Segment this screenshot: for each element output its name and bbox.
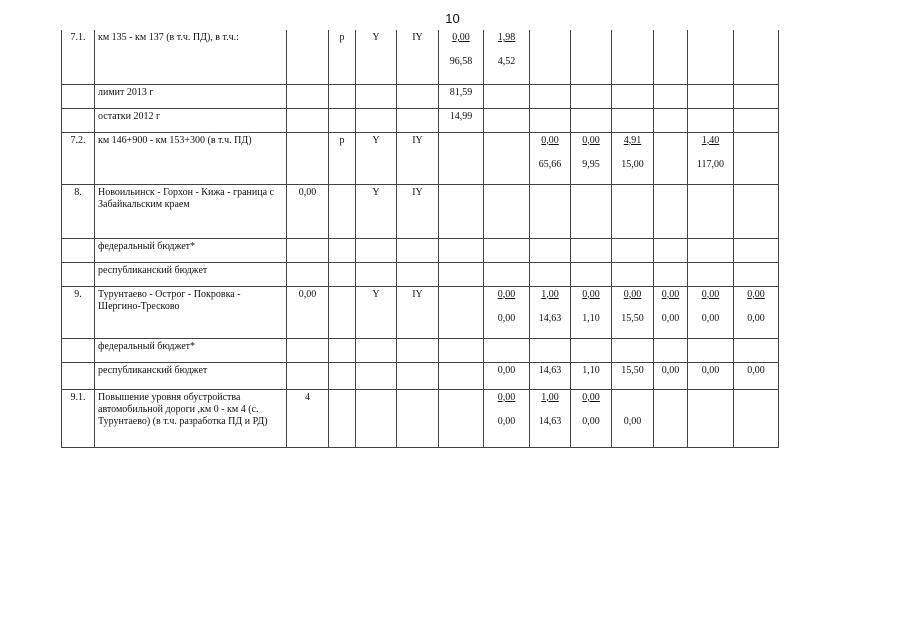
cell-category: Y [356,286,397,338]
cell-value [612,238,654,262]
cell-value [688,132,734,184]
cell-value-text: 0,00 [497,391,516,403]
cell-value [688,108,734,132]
cell-class [397,338,439,362]
cell-value [612,30,654,84]
row-number [62,84,95,108]
cell-value-text: 14,63 [538,312,562,324]
cell-value [654,108,688,132]
cell-value-text: 0,00 [661,288,680,300]
cell-class: IY [397,132,439,184]
cell-value [654,238,688,262]
cell-value [484,184,530,238]
row-name: федеральный бюджет* [95,238,287,262]
cell-value-text: 0,00 [497,288,516,300]
cell-class [397,238,439,262]
cell-amount: 0,00 [287,286,329,338]
cell-value [734,184,779,238]
cell-amount [287,338,329,362]
table-row [62,238,779,262]
table-row [62,84,779,108]
cell-category [356,362,397,389]
cell-value [530,184,571,238]
cell-value-text: 1,00 [541,288,559,300]
cell-value-text: 0,00 [582,134,600,146]
cell-value [612,338,654,362]
cell-amount [287,132,329,184]
cell-value-text: 1,40 [701,134,720,146]
row-number: 7.2. [62,132,95,184]
cell-value [654,338,688,362]
cell-value [530,84,571,108]
table-row [62,362,779,389]
cell-value [439,238,484,262]
cell-value-text: 0,00 [747,288,765,300]
row-number: 8. [62,184,95,238]
row-name: лимит 2013 г [95,84,287,108]
cell-value [439,389,484,447]
cell-amount: 4 [287,389,329,447]
cell-value-text: 4,91 [623,134,642,146]
cell-value [612,389,654,447]
cell-value-text: 0,00 [661,364,680,376]
cell-value-text: 0,00 [701,312,720,324]
cell-value [734,132,779,184]
cell-value-text: 4,52 [497,56,516,67]
cell-value [530,132,571,184]
cell-value [530,286,571,338]
cell-value-text: 14,63 [538,364,562,376]
cell-category [356,338,397,362]
cell-value [530,389,571,447]
row-name: Повышение уровня обустройства автомобильной дороги ,км 0 - км 4 (с. Турунтаево) (в т.ч. разработка ПД и РД) [95,389,287,447]
cell-value [654,184,688,238]
cell-value [571,108,612,132]
cell-value [484,238,530,262]
cell-value [439,30,484,84]
cell-type [329,362,356,389]
cell-amount [287,84,329,108]
table-row [62,338,779,362]
cell-type [329,84,356,108]
cell-value-text: 0,00 [701,288,720,300]
row-name: федеральный бюджет* [95,338,287,362]
cell-value [571,262,612,286]
cell-value-text: 1,98 [497,32,516,43]
cell-value [612,362,654,389]
cell-value [439,362,484,389]
cell-value [654,389,688,447]
page-number: 10 [445,11,460,26]
cell-value [612,286,654,338]
cell-value [439,286,484,338]
cell-value [654,132,688,184]
cell-value [612,184,654,238]
cell-value [571,184,612,238]
cell-value [484,338,530,362]
cell-value [734,238,779,262]
row-number [62,362,95,389]
cell-value [688,389,734,447]
cell-amount [287,30,329,84]
cell-value-text: 65,66 [538,158,562,170]
row-name: км 146+900 - км 153+300 (в т.ч. ПД) [95,132,287,184]
row-name: км 135 - км 137 (в т.ч. ПД), в т.ч.: [95,30,287,84]
cell-value-text: 0,00 [747,312,765,324]
cell-type [329,262,356,286]
cell-amount [287,238,329,262]
cell-value [439,84,484,108]
cell-value [688,286,734,338]
cell-value [530,262,571,286]
cell-category: Y [356,30,397,84]
cell-value-text: 0,00 [452,32,470,43]
cell-value [484,362,530,389]
cell-value-text: 1,00 [541,391,559,403]
cell-value [734,362,779,389]
cell-value [530,108,571,132]
cell-value [530,338,571,362]
cell-value-text: 0,00 [701,364,720,376]
cell-value-text: 15,00 [621,158,644,170]
cell-value-text: 15,50 [621,312,644,324]
table-row [62,389,779,447]
cell-value [654,262,688,286]
cell-category: Y [356,184,397,238]
cell-type: р [329,132,356,184]
row-number [62,262,95,286]
cell-amount [287,262,329,286]
cell-value-text: 0,00 [623,288,642,300]
cell-value [530,30,571,84]
row-number [62,108,95,132]
row-name: остатки 2012 г [95,108,287,132]
cell-amount [287,362,329,389]
cell-value [612,262,654,286]
cell-value [612,132,654,184]
cell-category: Y [356,132,397,184]
table-row [62,286,779,338]
cell-value-text: 0,00 [623,415,642,427]
cell-value [484,132,530,184]
cell-value [612,84,654,108]
cell-class: IY [397,184,439,238]
cell-value-text: 1,10 [582,364,600,376]
cell-value-text: 1,10 [582,312,600,324]
cell-value [688,362,734,389]
cell-value [571,30,612,84]
cell-value-text: 14,99 [449,110,473,122]
cell-value-text: 9,95 [582,158,600,170]
cell-class: IY [397,286,439,338]
cell-value-text: 0,00 [747,364,765,376]
cell-class [397,84,439,108]
cell-amount [287,108,329,132]
cell-value [734,389,779,447]
cell-value-text: 0,00 [582,288,600,300]
table-row [62,262,779,286]
cell-value [439,184,484,238]
cell-value [439,338,484,362]
cell-category [356,389,397,447]
cell-type [329,338,356,362]
cell-value [571,84,612,108]
cell-value [654,84,688,108]
road-program-table [61,30,779,448]
cell-value [439,262,484,286]
cell-value [734,286,779,338]
cell-value [439,108,484,132]
cell-value [688,84,734,108]
row-name: Турунтаево - Острог - Покровка - Шергино-Тресково [95,286,287,338]
cell-value-text: 117,00 [696,158,725,170]
cell-category [356,262,397,286]
cell-category [356,238,397,262]
cell-value-text: 0,00 [497,364,516,376]
row-name: Новоильинск - Горхон - Кижа - граница с Забайкальским краем [95,184,287,238]
cell-value [688,184,734,238]
cell-type: р [329,30,356,84]
cell-value [571,362,612,389]
table-row [62,132,779,184]
cell-value-text: 14,63 [538,415,562,427]
row-number [62,238,95,262]
row-number [62,338,95,362]
cell-value [439,132,484,184]
row-name: республиканский бюджет [95,362,287,389]
cell-value [530,362,571,389]
cell-type [329,286,356,338]
row-name: республиканский бюджет [95,262,287,286]
cell-value-text: 15,50 [621,364,644,376]
cell-value [484,389,530,447]
cell-type [329,238,356,262]
cell-value [654,362,688,389]
cell-value [688,262,734,286]
cell-category [356,84,397,108]
cell-class [397,389,439,447]
row-number: 9. [62,286,95,338]
cell-value-text: 0,00 [497,312,516,324]
cell-value [484,84,530,108]
cell-value [571,132,612,184]
cell-value [654,286,688,338]
cell-value-text: 0,00 [661,312,680,324]
row-number: 7.1. [62,30,95,84]
cell-amount: 0,00 [287,184,329,238]
cell-value [734,338,779,362]
cell-value [734,108,779,132]
cell-value-text: 0,00 [541,134,559,146]
cell-value-text: 0,00 [582,391,600,403]
cell-type [329,184,356,238]
cell-value [734,262,779,286]
cell-class: IY [397,30,439,84]
cell-class [397,262,439,286]
cell-value-text: 81,59 [449,86,473,98]
cell-value-text: 96,58 [449,56,473,67]
cell-value [571,238,612,262]
cell-value [484,30,530,84]
cell-type [329,108,356,132]
cell-value [612,108,654,132]
cell-value [484,262,530,286]
cell-class [397,108,439,132]
cell-value [688,30,734,84]
cell-value [484,108,530,132]
cell-value [654,30,688,84]
cell-value [484,286,530,338]
cell-value [734,30,779,84]
cell-value [734,84,779,108]
cell-type [329,389,356,447]
table-row [62,30,779,84]
table-row [62,108,779,132]
cell-value-text: 0,00 [582,415,600,427]
table-row [62,184,779,238]
row-number: 9.1. [62,389,95,447]
cell-value-text: 0,00 [497,415,516,427]
cell-class [397,362,439,389]
cell-value [571,286,612,338]
cell-category [356,108,397,132]
cell-value [530,238,571,262]
cell-value [688,338,734,362]
cell-value [571,338,612,362]
cell-value [688,238,734,262]
cell-value [571,389,612,447]
